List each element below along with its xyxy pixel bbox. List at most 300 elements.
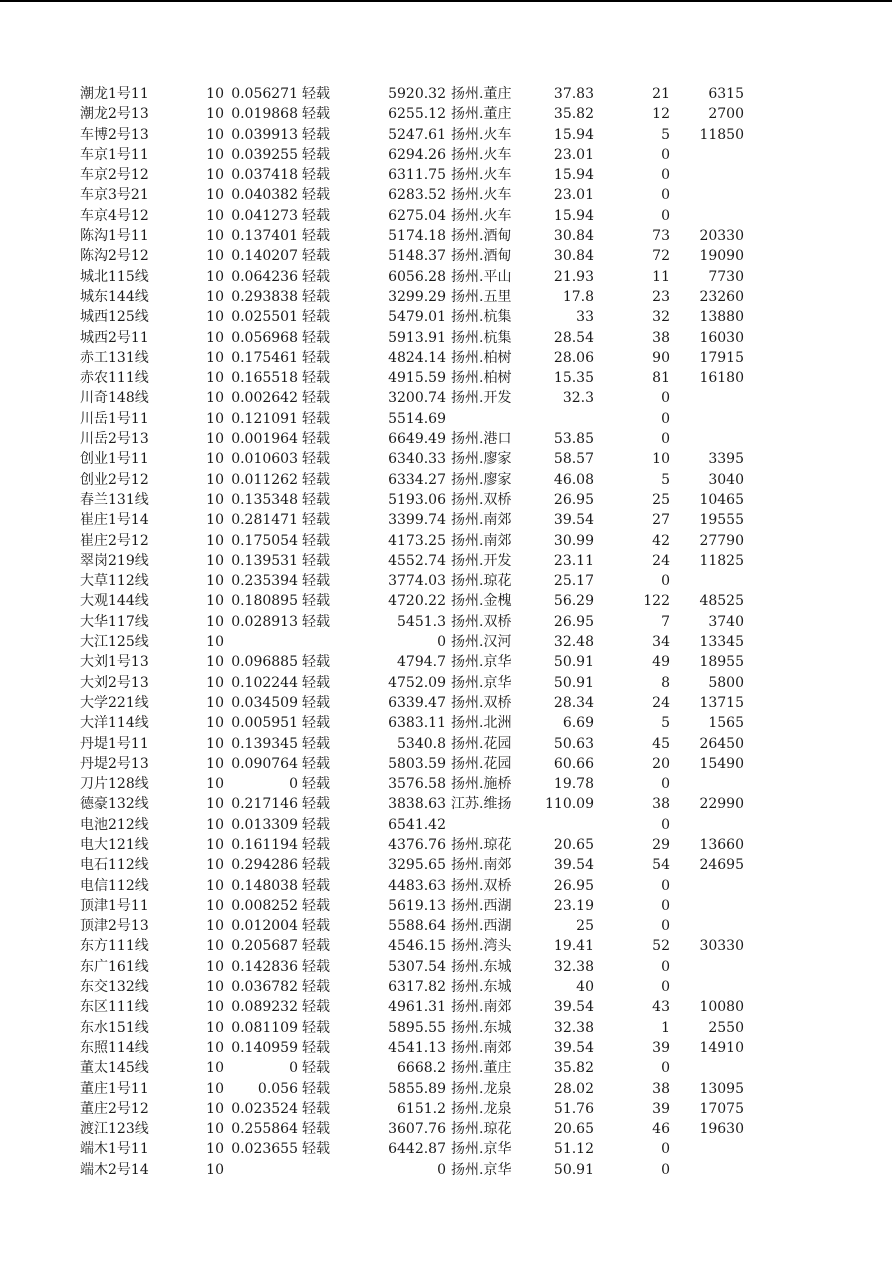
length-cell[interactable]: 50.63 — [553, 735, 594, 752]
line-name-cell[interactable]: 创业2号12 — [80, 471, 149, 488]
line-name-cell[interactable]: 顶津2号13 — [80, 918, 149, 935]
area-cell[interactable]: 扬州.酒甸 — [451, 228, 512, 245]
load-status-cell[interactable]: 轻载 — [302, 1100, 330, 1117]
line-name-cell[interactable]: 大洋114线 — [80, 715, 149, 732]
line-name-cell[interactable]: 董庄1号11 — [80, 1080, 149, 1097]
area-cell[interactable]: 扬州.廖家 — [451, 451, 512, 468]
load-status-cell[interactable]: 轻载 — [302, 207, 330, 224]
area-cell[interactable]: 扬州.东城 — [451, 1019, 512, 1036]
area-cell[interactable]: 扬州.火车 — [451, 146, 512, 163]
load-status-cell[interactable]: 轻载 — [302, 248, 330, 265]
length-cell[interactable]: 19.78 — [553, 776, 594, 793]
count-cell[interactable]: 11 — [652, 268, 670, 285]
line-name-cell[interactable]: 顶津1号11 — [80, 897, 149, 914]
area-cell[interactable]: 扬州.南郊 — [451, 532, 512, 549]
line-name-cell[interactable]: 大刘2号13 — [80, 674, 149, 691]
kva-cell[interactable]: 19555 — [699, 512, 744, 529]
load-rate-cell[interactable]: 0.135348 — [231, 491, 298, 508]
load-status-cell[interactable]: 轻载 — [302, 1121, 330, 1138]
length-cell[interactable]: 56.29 — [553, 593, 594, 610]
load-status-cell[interactable]: 轻载 — [302, 126, 330, 143]
load-rate-cell[interactable]: 0 — [289, 776, 298, 793]
load-rate-cell[interactable]: 0.148038 — [231, 877, 298, 894]
kva-cell[interactable]: 3040 — [708, 471, 744, 488]
count-cell[interactable]: 0 — [661, 958, 670, 975]
load-rate-cell[interactable]: 0.180895 — [231, 593, 298, 610]
load-status-cell[interactable]: 轻载 — [302, 938, 330, 955]
count-cell[interactable]: 0 — [661, 1161, 670, 1178]
capacity-cell[interactable]: 4376.76 — [388, 836, 446, 853]
capacity-cell[interactable]: 6255.12 — [388, 106, 446, 123]
kva-cell[interactable] — [672, 1058, 744, 1078]
length-cell[interactable]: 35.82 — [553, 106, 594, 123]
voltage-cell[interactable]: 10 — [206, 349, 224, 366]
line-name-cell[interactable]: 大江125线 — [80, 634, 149, 651]
load-status-cell[interactable]: 轻载 — [302, 512, 330, 529]
count-cell[interactable]: 0 — [661, 1141, 670, 1158]
load-rate-cell[interactable]: 0.064236 — [231, 268, 298, 285]
line-name-cell[interactable]: 大学221线 — [80, 694, 149, 711]
capacity-cell[interactable]: 4541.13 — [388, 1039, 446, 1056]
line-name-cell[interactable]: 车京4号12 — [80, 207, 149, 224]
voltage-cell[interactable]: 10 — [206, 715, 224, 732]
kva-cell[interactable]: 19630 — [699, 1121, 744, 1138]
voltage-cell[interactable]: 10 — [206, 390, 224, 407]
kva-cell[interactable]: 13345 — [699, 634, 744, 651]
load-rate-cell[interactable]: 0.039255 — [231, 146, 298, 163]
load-status-cell[interactable]: 轻载 — [302, 857, 330, 874]
area-cell[interactable]: 扬州.杭集 — [451, 309, 512, 326]
voltage-cell[interactable]: 10 — [206, 857, 224, 874]
capacity-cell[interactable]: 3838.63 — [388, 796, 446, 813]
kva-cell[interactable] — [672, 876, 744, 896]
kva-cell[interactable] — [672, 1160, 744, 1180]
capacity-cell[interactable]: 3607.76 — [388, 1121, 446, 1138]
kva-cell[interactable] — [672, 815, 744, 835]
load-status-cell[interactable]: 轻载 — [302, 654, 330, 671]
capacity-cell[interactable]: 5920.32 — [388, 86, 446, 102]
kva-cell[interactable]: 1565 — [708, 715, 744, 732]
load-status-cell[interactable]: 轻载 — [302, 1019, 330, 1036]
line-name-cell[interactable]: 渡江123线 — [80, 1121, 149, 1138]
count-cell[interactable]: 1 — [661, 1019, 670, 1036]
voltage-cell[interactable]: 10 — [206, 248, 224, 265]
length-cell[interactable]: 26.95 — [553, 613, 594, 630]
count-cell[interactable]: 21 — [652, 86, 670, 102]
voltage-cell[interactable]: 10 — [206, 674, 224, 691]
line-name-cell[interactable]: 东水151线 — [80, 1019, 149, 1036]
length-cell[interactable]: 110.09 — [545, 796, 594, 813]
load-rate-cell[interactable]: 0.140207 — [231, 248, 298, 265]
area-cell[interactable]: 扬州.火车 — [451, 167, 512, 184]
kva-cell[interactable] — [672, 957, 744, 977]
area-cell[interactable]: 扬州.南郊 — [451, 512, 512, 529]
load-status-cell[interactable]: 轻载 — [302, 694, 330, 711]
length-cell[interactable]: 50.91 — [553, 674, 594, 691]
line-name-cell[interactable]: 电池212线 — [80, 816, 149, 833]
load-rate-cell[interactable]: 0.089232 — [231, 999, 298, 1016]
area-cell[interactable]: 扬州.平山 — [451, 268, 512, 285]
length-cell[interactable]: 26.95 — [553, 491, 594, 508]
kva-cell[interactable] — [672, 571, 744, 591]
length-cell[interactable]: 39.54 — [553, 999, 594, 1016]
length-cell[interactable]: 58.57 — [553, 451, 594, 468]
length-cell[interactable]: 30.84 — [553, 248, 594, 265]
area-cell[interactable]: 扬州.火车 — [451, 187, 512, 204]
count-cell[interactable]: 0 — [661, 979, 670, 996]
voltage-cell[interactable]: 10 — [206, 228, 224, 245]
load-status-cell[interactable]: 轻载 — [302, 106, 330, 123]
area-cell[interactable] — [451, 815, 523, 835]
load-rate-cell[interactable]: 0.140959 — [231, 1039, 298, 1056]
voltage-cell[interactable]: 10 — [206, 431, 224, 448]
voltage-cell[interactable]: 10 — [206, 309, 224, 326]
count-cell[interactable]: 29 — [652, 836, 670, 853]
line-name-cell[interactable]: 崔庄1号14 — [80, 512, 149, 529]
load-rate-cell[interactable]: 0.010603 — [231, 451, 298, 468]
length-cell[interactable]: 23.01 — [553, 146, 594, 163]
kva-cell[interactable]: 7730 — [708, 268, 744, 285]
area-cell[interactable]: 扬州.金槐 — [451, 593, 512, 610]
count-cell[interactable]: 7 — [661, 613, 670, 630]
count-cell[interactable]: 32 — [652, 309, 670, 326]
load-rate-cell[interactable]: 0.081109 — [231, 1019, 298, 1036]
voltage-cell[interactable]: 10 — [206, 126, 224, 143]
line-name-cell[interactable]: 城东144线 — [80, 288, 149, 305]
area-cell[interactable]: 扬州.琼花 — [451, 573, 512, 590]
kva-cell[interactable]: 15490 — [699, 755, 744, 772]
length-cell[interactable]: 32.38 — [553, 1019, 594, 1036]
count-cell[interactable]: 38 — [652, 1080, 670, 1097]
load-status-cell[interactable]: 轻载 — [302, 167, 330, 184]
count-cell[interactable]: 49 — [652, 654, 670, 671]
kva-cell[interactable]: 13715 — [699, 694, 744, 711]
line-name-cell[interactable]: 潮龙2号13 — [80, 106, 149, 123]
capacity-cell[interactable]: 5451.3 — [397, 613, 446, 630]
load-status-cell[interactable]: 轻载 — [302, 471, 330, 488]
length-cell[interactable]: 17.8 — [562, 288, 594, 305]
length-cell[interactable]: 28.54 — [553, 329, 594, 346]
area-cell[interactable]: 扬州.琼花 — [451, 836, 512, 853]
line-name-cell[interactable]: 电石112线 — [80, 857, 149, 874]
voltage-cell[interactable]: 10 — [206, 877, 224, 894]
load-rate-cell[interactable]: 0.121091 — [231, 410, 298, 427]
length-cell[interactable]: 28.34 — [553, 694, 594, 711]
line-name-cell[interactable]: 董庄2号12 — [80, 1100, 149, 1117]
load-status-cell[interactable]: 轻载 — [302, 755, 330, 772]
capacity-cell[interactable]: 5913.91 — [388, 329, 446, 346]
count-cell[interactable]: 0 — [661, 918, 670, 935]
area-cell[interactable]: 扬州.花园 — [451, 735, 512, 752]
length-cell[interactable]: 30.84 — [553, 228, 594, 245]
count-cell[interactable]: 5 — [661, 471, 670, 488]
kva-cell[interactable]: 11825 — [699, 552, 744, 569]
load-status-cell[interactable] — [302, 1160, 342, 1180]
load-status-cell[interactable]: 轻载 — [302, 349, 330, 366]
line-name-cell[interactable]: 陈沟2号12 — [80, 248, 149, 265]
length-cell[interactable]: 21.93 — [553, 268, 594, 285]
capacity-cell[interactable]: 3774.03 — [388, 573, 446, 590]
capacity-cell[interactable]: 5307.54 — [388, 958, 446, 975]
voltage-cell[interactable]: 10 — [206, 776, 224, 793]
voltage-cell[interactable]: 10 — [206, 694, 224, 711]
length-cell[interactable]: 28.06 — [553, 349, 594, 366]
load-status-cell[interactable]: 轻载 — [302, 999, 330, 1016]
voltage-cell[interactable]: 10 — [206, 86, 224, 102]
line-name-cell[interactable]: 川岳1号11 — [80, 410, 149, 427]
kva-cell[interactable]: 26450 — [699, 735, 744, 752]
line-name-cell[interactable]: 川岳2号13 — [80, 431, 149, 448]
voltage-cell[interactable]: 10 — [206, 106, 224, 123]
count-cell[interactable]: 72 — [652, 248, 670, 265]
area-cell[interactable]: 扬州.湾头 — [451, 938, 512, 955]
capacity-cell[interactable]: 3399.74 — [388, 512, 446, 529]
count-cell[interactable]: 27 — [652, 512, 670, 529]
kva-cell[interactable]: 30330 — [699, 938, 744, 955]
load-status-cell[interactable]: 轻载 — [302, 958, 330, 975]
line-name-cell[interactable]: 大草112线 — [80, 573, 149, 590]
area-cell[interactable]: 扬州.京华 — [451, 1161, 512, 1178]
length-cell[interactable]: 50.91 — [553, 654, 594, 671]
capacity-cell[interactable]: 6294.26 — [388, 146, 446, 163]
capacity-cell[interactable]: 4552.74 — [388, 552, 446, 569]
load-status-cell[interactable]: 轻载 — [302, 309, 330, 326]
line-name-cell[interactable]: 潮龙1号11 — [80, 86, 149, 102]
voltage-cell[interactable]: 10 — [206, 451, 224, 468]
line-name-cell[interactable]: 春兰131线 — [80, 491, 149, 508]
voltage-cell[interactable]: 10 — [206, 938, 224, 955]
load-status-cell[interactable]: 轻载 — [302, 410, 330, 427]
line-name-cell[interactable]: 大刘1号13 — [80, 654, 149, 671]
capacity-cell[interactable]: 5340.8 — [397, 735, 446, 752]
load-rate-cell[interactable]: 0.008252 — [231, 897, 298, 914]
count-cell[interactable]: 90 — [652, 349, 670, 366]
count-cell[interactable]: 5 — [661, 715, 670, 732]
area-cell[interactable]: 扬州.酒甸 — [451, 248, 512, 265]
length-cell[interactable]: 32.38 — [553, 958, 594, 975]
kva-cell[interactable]: 22990 — [699, 796, 744, 813]
capacity-cell[interactable]: 6339.47 — [388, 694, 446, 711]
capacity-cell[interactable]: 6283.52 — [388, 187, 446, 204]
length-cell[interactable]: 23.01 — [553, 187, 594, 204]
area-cell[interactable]: 扬州.龙泉 — [451, 1100, 512, 1117]
kva-cell[interactable] — [672, 916, 744, 936]
count-cell[interactable]: 24 — [652, 694, 670, 711]
capacity-cell[interactable]: 4173.25 — [388, 532, 446, 549]
load-rate-cell[interactable]: 0.023524 — [231, 1100, 298, 1117]
kva-cell[interactable] — [672, 1139, 744, 1159]
load-status-cell[interactable]: 轻载 — [302, 451, 330, 468]
kva-cell[interactable]: 17075 — [699, 1100, 744, 1117]
load-status-cell[interactable]: 轻载 — [302, 776, 330, 793]
kva-cell[interactable]: 3740 — [708, 613, 744, 630]
load-rate-cell[interactable] — [226, 1160, 298, 1180]
count-cell[interactable]: 0 — [661, 410, 670, 427]
voltage-cell[interactable]: 10 — [206, 918, 224, 935]
area-cell[interactable]: 扬州.汉河 — [451, 634, 512, 651]
line-name-cell[interactable]: 丹堤2号13 — [80, 755, 149, 772]
line-name-cell[interactable]: 城西2号11 — [80, 329, 149, 346]
count-cell[interactable]: 25 — [652, 491, 670, 508]
voltage-cell[interactable]: 10 — [206, 897, 224, 914]
area-cell[interactable]: 扬州.龙泉 — [451, 1080, 512, 1097]
count-cell[interactable]: 34 — [652, 634, 670, 651]
load-rate-cell[interactable]: 0.037418 — [231, 167, 298, 184]
load-status-cell[interactable]: 轻载 — [302, 1039, 330, 1056]
kva-cell[interactable]: 13880 — [699, 309, 744, 326]
load-rate-cell[interactable]: 0.028913 — [231, 613, 298, 630]
area-cell[interactable]: 扬州.南郊 — [451, 857, 512, 874]
line-name-cell[interactable]: 东广161线 — [80, 958, 149, 975]
voltage-cell[interactable]: 10 — [206, 1121, 224, 1138]
line-name-cell[interactable]: 大观144线 — [80, 593, 149, 610]
area-cell[interactable]: 扬州.董庄 — [451, 1060, 512, 1077]
capacity-cell[interactable]: 5895.55 — [388, 1019, 446, 1036]
length-cell[interactable]: 60.66 — [553, 755, 594, 772]
load-rate-cell[interactable]: 0.019868 — [231, 106, 298, 123]
length-cell[interactable]: 25 — [576, 918, 594, 935]
length-cell[interactable]: 39.54 — [553, 512, 594, 529]
area-cell[interactable]: 扬州.双桥 — [451, 877, 512, 894]
capacity-cell[interactable]: 6442.87 — [388, 1141, 446, 1158]
capacity-cell[interactable]: 3299.29 — [388, 288, 446, 305]
area-cell[interactable]: 扬州.双桥 — [451, 613, 512, 630]
count-cell[interactable]: 45 — [652, 735, 670, 752]
load-status-cell[interactable]: 轻载 — [302, 329, 330, 346]
area-cell[interactable]: 扬州.杭集 — [451, 329, 512, 346]
length-cell[interactable]: 39.54 — [553, 1039, 594, 1056]
line-name-cell[interactable]: 董太145线 — [80, 1060, 149, 1077]
line-name-cell[interactable]: 丹堤1号11 — [80, 735, 149, 752]
load-status-cell[interactable] — [302, 632, 342, 652]
load-rate-cell[interactable] — [226, 632, 298, 652]
length-cell[interactable]: 20.65 — [553, 1121, 594, 1138]
load-rate-cell[interactable]: 0.235394 — [231, 573, 298, 590]
capacity-cell[interactable]: 4720.22 — [388, 593, 446, 610]
length-cell[interactable]: 28.02 — [553, 1080, 594, 1097]
count-cell[interactable]: 73 — [652, 228, 670, 245]
length-cell[interactable]: 51.76 — [553, 1100, 594, 1117]
load-rate-cell[interactable]: 0.102244 — [231, 674, 298, 691]
voltage-cell[interactable]: 10 — [206, 613, 224, 630]
count-cell[interactable]: 0 — [661, 897, 670, 914]
load-status-cell[interactable]: 轻载 — [302, 146, 330, 163]
load-status-cell[interactable]: 轻载 — [302, 573, 330, 590]
voltage-cell[interactable]: 10 — [206, 735, 224, 752]
capacity-cell[interactable]: 3295.65 — [388, 857, 446, 874]
voltage-cell[interactable]: 10 — [206, 979, 224, 996]
load-status-cell[interactable]: 轻载 — [302, 1060, 330, 1077]
area-cell[interactable]: 扬州.施桥 — [451, 776, 512, 793]
line-name-cell[interactable]: 车博2号13 — [80, 126, 149, 143]
voltage-cell[interactable]: 10 — [206, 329, 224, 346]
voltage-cell[interactable]: 10 — [206, 1019, 224, 1036]
voltage-cell[interactable]: 10 — [206, 491, 224, 508]
line-name-cell[interactable]: 东交132线 — [80, 979, 149, 996]
load-rate-cell[interactable]: 0.012004 — [231, 918, 298, 935]
capacity-cell[interactable]: 6541.42 — [388, 816, 446, 833]
capacity-cell[interactable]: 4546.15 — [388, 938, 446, 955]
length-cell[interactable]: 53.85 — [553, 431, 594, 448]
load-status-cell[interactable]: 轻载 — [302, 532, 330, 549]
area-cell[interactable]: 扬州.京华 — [451, 1141, 512, 1158]
load-status-cell[interactable]: 轻载 — [302, 715, 330, 732]
capacity-cell[interactable]: 4824.14 — [388, 349, 446, 366]
area-cell[interactable]: 扬州.港口 — [451, 431, 512, 448]
line-name-cell[interactable]: 东方111线 — [80, 938, 149, 955]
count-cell[interactable]: 43 — [652, 999, 670, 1016]
line-name-cell[interactable]: 陈沟1号11 — [80, 228, 149, 245]
area-cell[interactable]: 扬州.西湖 — [451, 918, 512, 935]
load-status-cell[interactable]: 轻载 — [302, 552, 330, 569]
count-cell[interactable]: 0 — [661, 431, 670, 448]
kva-cell[interactable]: 17915 — [699, 349, 744, 366]
voltage-cell[interactable]: 10 — [206, 512, 224, 529]
load-status-cell[interactable]: 轻载 — [302, 593, 330, 610]
count-cell[interactable]: 0 — [661, 146, 670, 163]
load-rate-cell[interactable]: 0.137401 — [231, 228, 298, 245]
load-rate-cell[interactable]: 0.023655 — [231, 1141, 298, 1158]
load-rate-cell[interactable]: 0.001964 — [231, 431, 298, 448]
count-cell[interactable]: 38 — [652, 329, 670, 346]
length-cell[interactable]: 32.48 — [553, 634, 594, 651]
kva-cell[interactable]: 11850 — [699, 126, 744, 143]
capacity-cell[interactable]: 4915.59 — [388, 370, 446, 387]
line-name-cell[interactable]: 城北115线 — [80, 268, 149, 285]
kva-cell[interactable]: 14910 — [699, 1039, 744, 1056]
kva-cell[interactable]: 48525 — [699, 593, 744, 610]
area-cell[interactable]: 扬州.火车 — [451, 207, 512, 224]
count-cell[interactable]: 42 — [652, 532, 670, 549]
load-status-cell[interactable]: 轻载 — [302, 431, 330, 448]
capacity-cell[interactable]: 6334.27 — [388, 471, 446, 488]
area-cell[interactable]: 扬州.琼花 — [451, 1121, 512, 1138]
capacity-cell[interactable]: 4961.31 — [388, 999, 446, 1016]
count-cell[interactable]: 54 — [652, 857, 670, 874]
line-name-cell[interactable]: 电信112线 — [80, 877, 149, 894]
area-cell[interactable]: 扬州.京华 — [451, 654, 512, 671]
load-status-cell[interactable]: 轻载 — [302, 735, 330, 752]
kva-cell[interactable]: 2700 — [708, 106, 744, 123]
voltage-cell[interactable]: 10 — [206, 370, 224, 387]
load-rate-cell[interactable]: 0.005951 — [231, 715, 298, 732]
load-status-cell[interactable]: 轻载 — [302, 86, 330, 102]
load-status-cell[interactable]: 轻载 — [302, 979, 330, 996]
count-cell[interactable]: 12 — [652, 106, 670, 123]
load-status-cell[interactable]: 轻载 — [302, 491, 330, 508]
count-cell[interactable]: 0 — [661, 877, 670, 894]
capacity-cell[interactable]: 5855.89 — [388, 1080, 446, 1097]
load-rate-cell[interactable]: 0.281471 — [231, 512, 298, 529]
kva-cell[interactable] — [672, 429, 744, 449]
load-rate-cell[interactable]: 0.217146 — [231, 796, 298, 813]
length-cell[interactable]: 32.3 — [562, 390, 594, 407]
capacity-cell[interactable]: 4752.09 — [388, 674, 446, 691]
area-cell[interactable]: 扬州.西湖 — [451, 897, 512, 914]
capacity-cell[interactable]: 6340.33 — [388, 451, 446, 468]
capacity-cell[interactable]: 5479.01 — [388, 309, 446, 326]
count-cell[interactable]: 10 — [652, 451, 670, 468]
area-cell[interactable]: 扬州.开发 — [451, 552, 512, 569]
count-cell[interactable]: 81 — [652, 370, 670, 387]
voltage-cell[interactable]: 10 — [206, 1039, 224, 1056]
line-name-cell[interactable]: 赤农111线 — [80, 370, 149, 387]
load-rate-cell[interactable]: 0.056968 — [231, 329, 298, 346]
length-cell[interactable]: 25.17 — [553, 573, 594, 590]
load-status-cell[interactable]: 轻载 — [302, 370, 330, 387]
line-name-cell[interactable]: 车京1号11 — [80, 146, 149, 163]
load-status-cell[interactable]: 轻载 — [302, 836, 330, 853]
